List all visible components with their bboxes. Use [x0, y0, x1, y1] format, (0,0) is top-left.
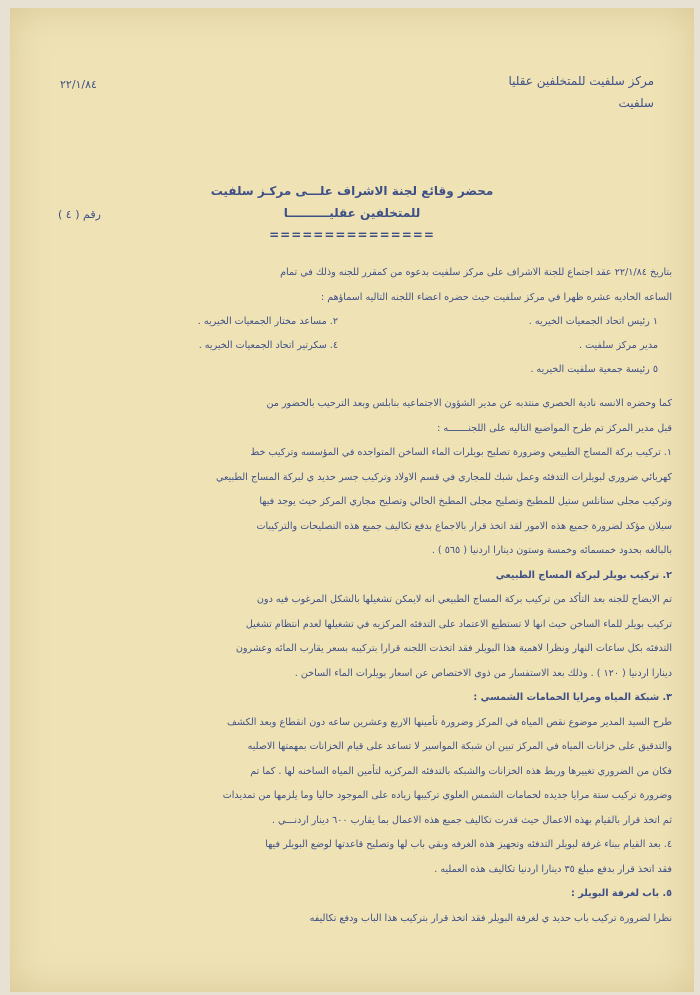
item3-line: وضرورة تركيب ستة مرايا جديده لحمامات الشمس العلوي تركيبها زياده على الموجود حاليا وما يلزمها من تمديدات	[222, 790, 672, 801]
item4-line: ٤. بعد القيام ببناء غرفة لبويلر التدفئه وتجهيز هذه الغرفه وبقي باب لها وتصليح قاعدتها لوضع البويلر فيها	[265, 839, 672, 850]
item3-line: فكان من الضروري تغييرها وربط هذه الخزانات والشبكه بالتدفئه المركزيه لتأمين المياه الساخنه لها . كما تم	[250, 765, 672, 777]
item3-line: طرح السيد المدير موضوع نقص المياه في المركز وضرورة تأمينها الاربع وعشرين ساعه دون انقطاع وبعد الكشف	[227, 716, 672, 728]
attendee: ١ رئيس اتحاد الجمعيات الخيريه .	[528, 316, 658, 327]
item3-line: والتدقيق على خزانات المياه في المركز تبين ان شبكة المواسير لا تساعد على قيام الخزانات بمهمتها الاصليه	[247, 741, 672, 752]
item5-heading: ٥. باب لغرفة البويلر :	[571, 888, 672, 899]
item3-line: ثم اتخذ قرار بالقيام بهذه الاعمال حيث قدرت تكاليف جميع هذه الاعمال بما يقارب ٦٠٠ دينار اردنـــي .	[271, 814, 672, 826]
attendee: ٤. سكرتير اتحاد الجمعيات الخيريه .	[198, 340, 338, 351]
attendee: ٥ رئيسة جمعية سلفيت الخيريه .	[530, 364, 658, 375]
title-line-2: للمتخلفين عقليــــــــــا	[283, 206, 421, 220]
document-body	[32, 261, 672, 931]
intro-line: الساعه الحاديه عشره ظهرا في مركز سلفيت حيث حضره اعضاء اللجنه التاليه اسماؤهم :	[320, 291, 672, 303]
item1-line: بالبالغه بحدود خمسمائه وخمسة وستون دينارا اردنيا ( ٥٦٥ ) .	[431, 545, 672, 556]
item2-line: التدفئه بكل ساعات النهار ونظرا لاهمية هذا البويلر فقد اتخذت اللجنه قرارا بتركيبه بسعر يقارب المائه وعشرون	[235, 643, 672, 654]
item2-heading: ٢. تركيب بويلر لبركة المساج الطبيعي	[495, 569, 672, 581]
document-date: ٢٢/١/٨٤	[60, 78, 97, 91]
attendee-list	[32, 310, 672, 382]
org-city: سلفيت	[618, 96, 654, 110]
item1-line: ١. تركيب بركة المساج الطبيعي وضرورة تصليح بويلرات الماء الساخن المتواجده في المؤسسه وتركيب خط	[250, 447, 672, 458]
item4-line: فقد اتخذ قرار بدفع مبلغ ٣٥ دينارا اردنيا تكاليف هذه العمليه .	[434, 863, 672, 875]
attendee: مدير مركز سلفيت .	[578, 340, 658, 351]
item2-line: تركيب بويلر للماء الساخن حيث انها لا تستطيع الاعتماد على التدفئه المركزيه في تشغيلها لعدم انتظام تشغيل	[245, 618, 672, 630]
item2-line: تم الايضاح للجنه بعد التأكد من تركيب بركة المساج الطبيعي انه لايمكن تشغيلها بالشكل المرغوب فيه دون	[256, 594, 672, 605]
paragraph-line: كما وحضره الانسه نادية الحصري منتدبه عن مدير الشؤون الاجتماعيه بنابلس وبعد الترحيب بالحضور من	[266, 398, 672, 409]
item3-heading: ٣. شبكة المياه ومرايا الحمامات الشمسي :	[473, 692, 672, 703]
item2-line: دينارا اردنيا ( ١٢٠ ) . وذلك بعد الاستفسار من ذوي الاختصاص عن اسعار بويلرات الماء الساخن .	[294, 667, 672, 679]
reference-number: رقم ( ٤ )	[58, 208, 101, 221]
intro-line: بتاريخ ٢٢/١/٨٤ عقد اجتماع للجنة الاشراف على مركز سلفيت بدعوه من كمقرر للجنه وذلك في تمام	[280, 267, 672, 278]
attendee: ٢. مساعد مختار الجمعيات الخيريه .	[197, 316, 338, 327]
item1-line: سيلان مؤكد لضرورة جميع هذه الامور لقد اتخذ قرار بالاجماع بدفع تكاليف جميع هذه التصليحات والتركيبات	[256, 520, 672, 532]
document-page	[10, 8, 694, 992]
item1-line: وتركيب مجلى ستانلس ستيل للمطبخ وتصليح مجلى المطبخ الحالي وتصليح مجاري المركز حيث يوجد فيها	[259, 496, 672, 507]
org-name: مركز سلفيت للمتخلفين عقليا	[508, 74, 654, 88]
title-line-1: محضر وقائع لجنة الاشراف علـــى مركـز سلفيت	[210, 184, 494, 198]
paragraph-line: قبل مدير المركز تم طرح المواضيع التاليه على اللجنـــــــه :	[437, 422, 672, 434]
item1-line: كهربائي ضروري لبويلرات التدفئه وعمل شبك للمجاري في قسم الاولاد وتركيب جسر حديد ي لبركة المساج الطبيعي	[216, 471, 672, 483]
document-title	[10, 180, 694, 246]
title-underline: ===============	[269, 228, 435, 242]
item5-line: نظرا لضرورة تركيب باب حديد ي لغرفة البويلر فقد اتخذ قرار بتركيب هذا الباب ودفع تكاليفه	[309, 912, 672, 924]
letterhead	[508, 70, 654, 114]
